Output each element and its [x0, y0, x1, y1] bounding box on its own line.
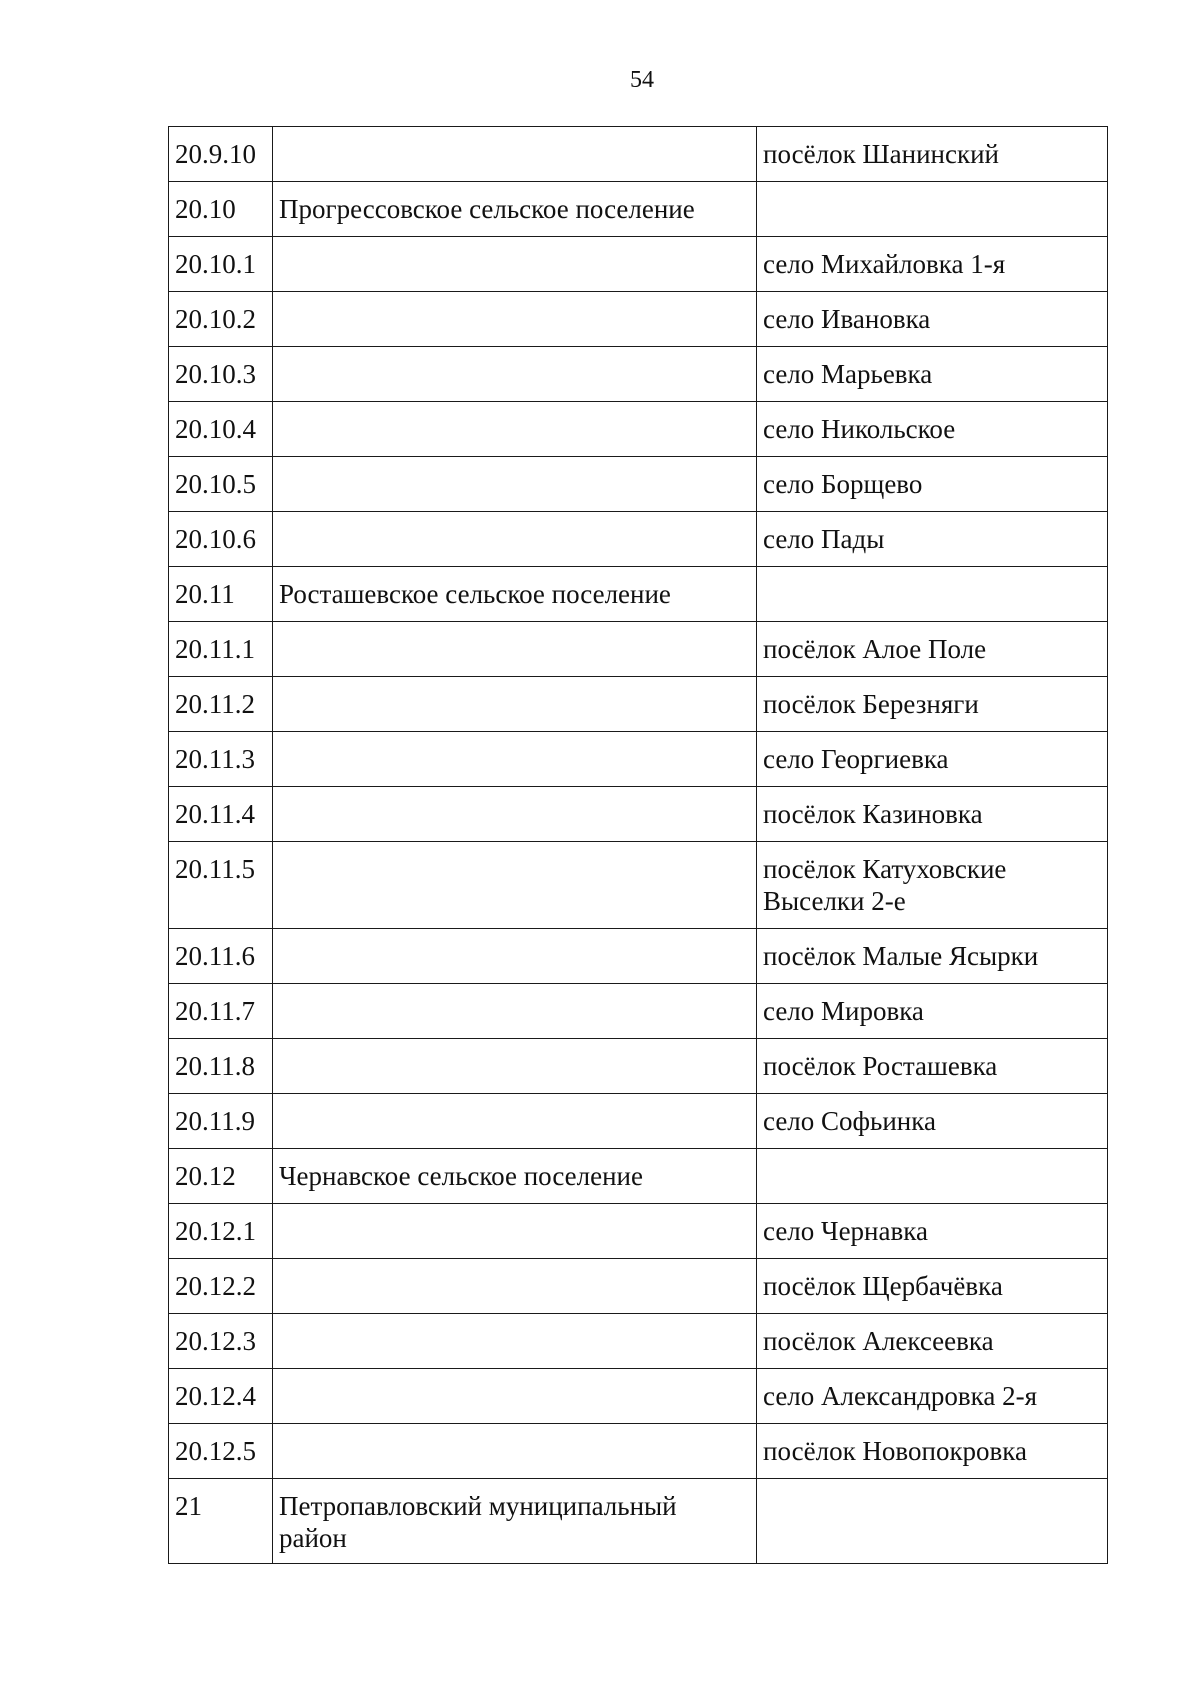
settlement-name	[273, 512, 757, 567]
row-number: 20.12.4	[169, 1369, 273, 1424]
row-number: 20.10.5	[169, 457, 273, 512]
locality-name: посёлок Казиновка	[757, 787, 1108, 842]
row-number: 20.11.9	[169, 1094, 273, 1149]
locality-name: посёлок Росташевка	[757, 1039, 1108, 1094]
row-number: 20.12	[169, 1149, 273, 1204]
table-row	[169, 677, 1108, 732]
settlement-name	[273, 237, 757, 292]
table-row	[169, 1259, 1108, 1314]
table-row	[169, 292, 1108, 347]
row-number: 20.10.4	[169, 402, 273, 457]
row-number: 20.10.3	[169, 347, 273, 402]
locality-name: село Георгиевка	[757, 732, 1108, 787]
table-row	[169, 1204, 1108, 1259]
table-row	[169, 1149, 1108, 1204]
settlement-name	[273, 1314, 757, 1369]
table-row	[169, 1424, 1108, 1479]
locality-name: посёлок Алое Поле	[757, 622, 1108, 677]
row-number: 20.12.2	[169, 1259, 273, 1314]
locality-name: село Мировка	[757, 984, 1108, 1039]
locality-name: село Чернавка	[757, 1204, 1108, 1259]
settlements-table	[168, 126, 1108, 1564]
settlement-name	[273, 402, 757, 457]
settlement-name	[273, 787, 757, 842]
row-number: 20.11.2	[169, 677, 273, 732]
settlement-name	[273, 622, 757, 677]
page-number: 54	[630, 67, 654, 93]
settlement-name: Росташевское сельское поселение	[273, 567, 757, 622]
locality-name: село Борщево	[757, 457, 1108, 512]
table-row	[169, 1094, 1108, 1149]
locality-name	[757, 1149, 1108, 1204]
locality-name: посёлок Щербачёвка	[757, 1259, 1108, 1314]
locality-name: посёлок Алексеевка	[757, 1314, 1108, 1369]
settlement-name: Петропавловский муниципальный район	[273, 1479, 757, 1564]
table-row	[169, 182, 1108, 237]
row-number: 20.11.5	[169, 842, 273, 929]
locality-name: посёлок Новопокровка	[757, 1424, 1108, 1479]
settlement-name	[273, 1259, 757, 1314]
table-row	[169, 402, 1108, 457]
table-row	[169, 347, 1108, 402]
row-number: 20.12.1	[169, 1204, 273, 1259]
settlement-name: Чернавское сельское поселение	[273, 1149, 757, 1204]
locality-name: посёлок Катуховские Выселки 2-е	[757, 842, 1108, 929]
table-row	[169, 842, 1108, 929]
locality-name: посёлок Березняги	[757, 677, 1108, 732]
row-number: 20.11.8	[169, 1039, 273, 1094]
row-number: 20.11.3	[169, 732, 273, 787]
settlement-name	[273, 347, 757, 402]
table-row	[169, 622, 1108, 677]
row-number: 20.10.6	[169, 512, 273, 567]
locality-name	[757, 567, 1108, 622]
table-row	[169, 1369, 1108, 1424]
table-row	[169, 512, 1108, 567]
table-row	[169, 1479, 1108, 1564]
settlement-name	[273, 732, 757, 787]
settlement-name	[273, 1369, 757, 1424]
row-number: 20.10	[169, 182, 273, 237]
settlement-name	[273, 929, 757, 984]
row-number: 20.12.5	[169, 1424, 273, 1479]
table-row	[169, 787, 1108, 842]
row-number: 20.11	[169, 567, 273, 622]
locality-name: село Александровка 2-я	[757, 1369, 1108, 1424]
settlement-name	[273, 292, 757, 347]
row-number: 20.10.1	[169, 237, 273, 292]
locality-name: село Марьевка	[757, 347, 1108, 402]
table-row	[169, 1314, 1108, 1369]
table-row	[169, 237, 1108, 292]
locality-name: село Ивановка	[757, 292, 1108, 347]
row-number: 21	[169, 1479, 273, 1564]
locality-name: посёлок Шанинский	[757, 127, 1108, 182]
locality-name: посёлок Малые Ясырки	[757, 929, 1108, 984]
settlement-name	[273, 1204, 757, 1259]
settlement-name	[273, 1039, 757, 1094]
row-number: 20.11.7	[169, 984, 273, 1039]
settlement-name	[273, 842, 757, 929]
table-row	[169, 929, 1108, 984]
row-number: 20.11.6	[169, 929, 273, 984]
row-number: 20.10.2	[169, 292, 273, 347]
settlement-name	[273, 457, 757, 512]
locality-name	[757, 1479, 1108, 1564]
table-row	[169, 732, 1108, 787]
settlement-name	[273, 1424, 757, 1479]
table-row	[169, 127, 1108, 182]
row-number: 20.11.1	[169, 622, 273, 677]
settlement-name	[273, 1094, 757, 1149]
locality-name: село Михайловка 1-я	[757, 237, 1108, 292]
locality-name: село Пады	[757, 512, 1108, 567]
settlement-name	[273, 127, 757, 182]
settlement-name: Прогрессовское сельское поселение	[273, 182, 757, 237]
table-row	[169, 984, 1108, 1039]
locality-name: село Софьинка	[757, 1094, 1108, 1149]
locality-name	[757, 182, 1108, 237]
settlement-name	[273, 677, 757, 732]
locality-name: село Никольское	[757, 402, 1108, 457]
table-row	[169, 457, 1108, 512]
row-number: 20.12.3	[169, 1314, 273, 1369]
table-row	[169, 1039, 1108, 1094]
row-number: 20.11.4	[169, 787, 273, 842]
settlement-name	[273, 984, 757, 1039]
row-number: 20.9.10	[169, 127, 273, 182]
table-row	[169, 567, 1108, 622]
